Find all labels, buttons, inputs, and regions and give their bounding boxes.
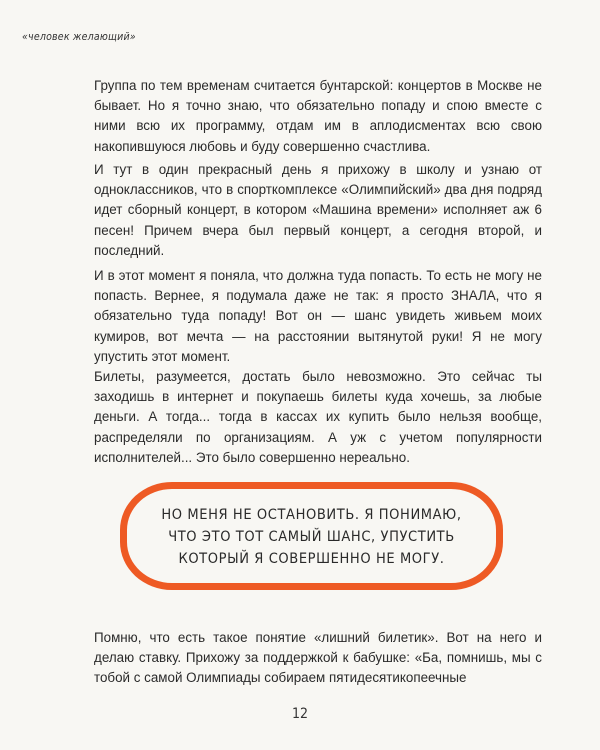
running-header: «человек желающий» — [22, 31, 136, 43]
pull-quote-line-1: НО МЕНЯ НЕ ОСТАНОВИТЬ. Я ПОНИМАЮ, — [161, 507, 462, 523]
paragraph-1 — [94, 76, 542, 157]
pull-quote-text — [152, 504, 472, 570]
paragraph-4 — [94, 367, 542, 468]
paragraph-text: И в этот момент я поняла, что должна туда попасть. То есть не могу не попасть. Вернее, я подумала даже не так: я просто ЗНАЛА, что я обязательно туда попаду! Вот он — шанс увидеть живьем моих кумиров, вот мечта — на расстоянии вытянутой руки! Я не могу упустить этот момент. — [94, 268, 542, 364]
paragraph-text: Помню, что есть такое понятие «лишний билетик». Вот на него и делаю ставку. Прихожу за поддержкой к бабушке: «Ба, помнишь, мы с тобой с самой Олимпиады собираем пятидесятикопеечные — [94, 630, 542, 686]
pull-quote-line-2: ЧТО ЭТО ТОТ САМЫЙ ШАНС, УПУСТИТЬ — [168, 529, 455, 545]
paragraph-text: Группа по тем временам считается бунтарской: концертов в Москве не бывает. Но я точно знаю, что обязательно попаду и спою вместе с ними всю их программу, отдам им в аплодисментах всю свою накопившуюся любовь и буду совершенно счастлива. — [94, 78, 542, 154]
pull-quote-line-3: КОТОРЫЙ Я СОВЕРШЕННО НЕ МОГУ. — [178, 551, 445, 567]
paragraph-text: И тут в один прекрасный день я прихожу в школу и узнаю от одноклассников, что в спорткомплексе «Олимпийский» два дня подряд идет сборный концерт, в котором «Машина времени» исполняет аж 6 песен! Причем вчера был первый концерт, а сегодня второй, и последний. — [94, 162, 542, 258]
pull-quote-callout — [120, 482, 503, 590]
paragraph-text: Билеты, разумеется, достать было невозможно. Это сейчас ты заходишь в интернет и покупаешь билеты куда хочешь, за любые деньги. А тогда... тогда в кассах их купить было нельзя вообще, распределяли по организациям. А уж с учетом популярности исполнителей... Это было совершенно нереально. — [94, 369, 542, 465]
page-number: 12 — [291, 706, 309, 722]
paragraph-3 — [94, 266, 542, 367]
paragraph-2 — [94, 160, 542, 261]
paragraph-5 — [94, 628, 542, 689]
